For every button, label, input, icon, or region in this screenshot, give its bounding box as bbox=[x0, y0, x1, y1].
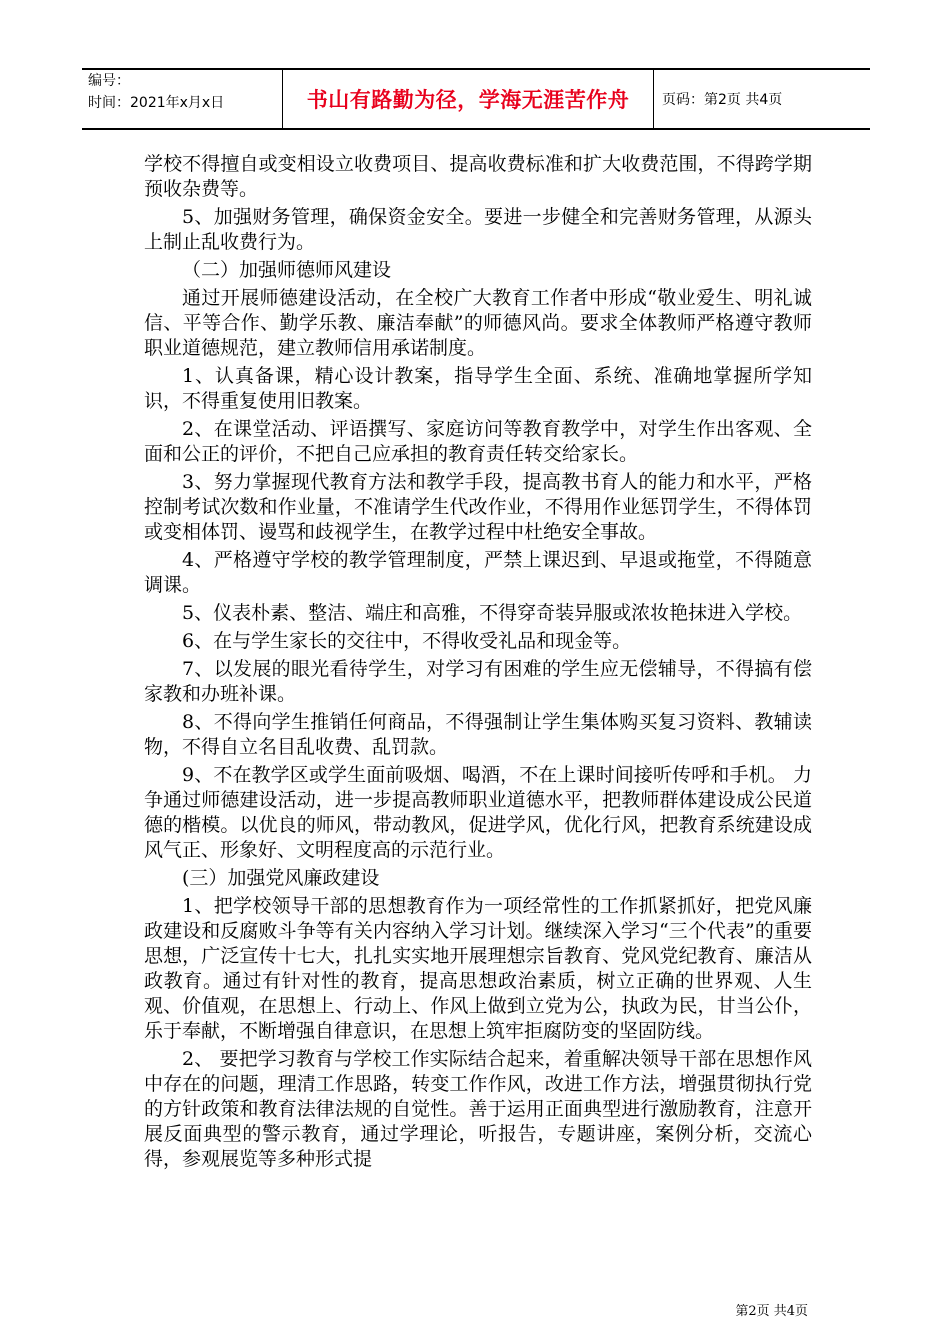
header-motto: 书山有路勤为径，学海无涯苦作舟 bbox=[282, 70, 654, 128]
header-meta bbox=[82, 70, 282, 128]
document-number-label: 编号： bbox=[88, 73, 130, 89]
paragraph: 2、 要把学习教育与学校工作实际结合起来，着重解决领导干部在思想作风中存在的问题，理清工作思路，转变工作作风，改进工作方法，增强贯彻执行党的方针政策和教育法律法规的自觉性。善于运用正面典型进行激励教育，注意开展反面典型的警示教育，通过学理论，听报告，专题讲座，案例分析，交流心得，参观展览等多种形式提 bbox=[144, 1048, 812, 1170]
document-date: 时间：2021年x月x日 bbox=[88, 95, 225, 111]
paragraph: 8、不得向学生推销任何商品，不得强制让学生集体购买复习资料、教辅读物，不得自立名目乱收费、乱罚款。 bbox=[144, 711, 812, 758]
document-body bbox=[144, 152, 812, 1175]
section-heading: （二）加强师德师风建设 bbox=[182, 259, 392, 281]
paragraph: 1、把学校领导干部的思想教育作为一项经常性的工作抓紧抓好，把党风廉政建设和反腐败斗争等有关内容纳入学习计划。继续深入学习“三个代表”的重要思想，广泛宣传十七大，扎扎实实地开展理想宗旨教育、党风党纪教育、廉洁从政教育。通过有针对性的教育，提高思想政治素质，树立正确的世界观、人生观、价值观，在思想上、行动上、作风上做到立党为公，执政为民，甘当公仆，乐于奉献，不断增强自律意识，在思想上筑牢拒腐防变的坚固防线。 bbox=[144, 895, 812, 1042]
paragraph: 通过开展师德建设活动，在全校广大教育工作者中形成“敬业爱生、明礼诚信、平等合作、勤学乐教、廉洁奉献”的师德风尚。要求全体教师严格遵守教师职业道德规范，建立教师信用承诺制度。 bbox=[144, 287, 812, 359]
page-header bbox=[82, 68, 870, 130]
paragraph: 3、努力掌握现代教育方法和教学手段，提高教书育人的能力和水平，严格控制考试次数和作业量，不准请学生代改作业，不得用作业惩罚学生，不得体罚或变相体罚、谩骂和歧视学生，在教学过程中杜绝安全事故。 bbox=[144, 471, 812, 543]
paragraph: 5、仪表朴素、整洁、端庄和高雅，不得穿奇装异服或浓妆艳抹进入学校。 bbox=[182, 602, 803, 624]
paragraph: 4、严格遵守学校的教学管理制度，严禁上课迟到、早退或拖堂，不得随意调课。 bbox=[144, 549, 812, 596]
paragraph: 1、认真备课，精心设计教案，指导学生全面、系统、准确地掌握所学知识，不得重复使用旧教案。 bbox=[144, 365, 812, 412]
paragraph: 7、以发展的眼光看待学生，对学习有困难的学生应无偿辅导，不得搞有偿家教和办班补课。 bbox=[144, 658, 812, 705]
paragraph: 2、在课堂活动、评语撰写、家庭访问等教育教学中，对学生作出客观、全面和公正的评价，不把自己应承担的教育责任转交给家长。 bbox=[144, 418, 812, 465]
paragraph: 9、不在教学区或学生面前吸烟、喝酒，不在上课时间接听传呼和手机。 力争通过师德建设活动，进一步提高教师职业道德水平，把教师群体建设成公民道德的楷模。以优良的师风，带动教风，促进学风，优化行风，把教育系统建设成风气正、形象好、文明程度高的示范行业。 bbox=[144, 764, 812, 861]
section-heading: (三）加强党风廉政建设 bbox=[182, 867, 380, 889]
page-footer: 第2页 共4页 bbox=[735, 1304, 808, 1319]
paragraph: 6、在与学生家长的交往中，不得收受礼品和现金等。 bbox=[182, 630, 632, 652]
header-page-number: 页码：第2页 共4页 bbox=[662, 92, 783, 108]
paragraph: 学校不得擅自或变相设立收费项目、提高收费标准和扩大收费范围，不得跨学期预收杂费等。 bbox=[144, 153, 812, 200]
paragraph: 5、加强财务管理，确保资金安全。要进一步健全和完善财务管理，从源头上制止乱收费行为。 bbox=[144, 206, 812, 253]
